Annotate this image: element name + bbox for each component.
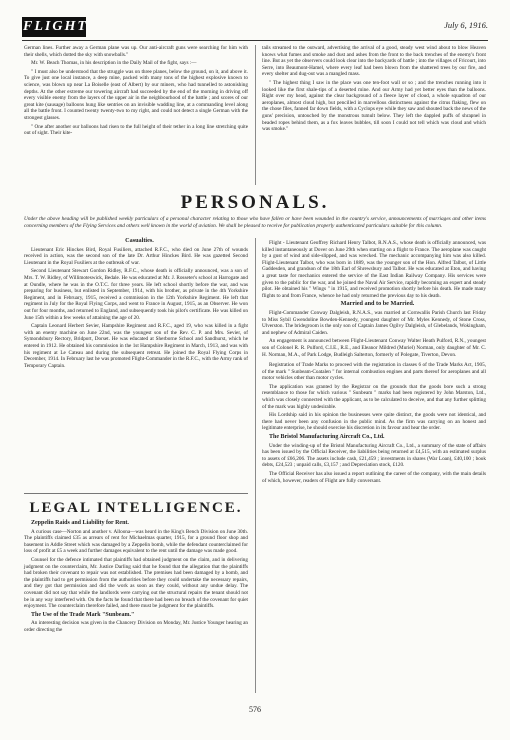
paragraph: Captain Leonard Herbert Sevier, Hampshire Regiment and R.F.C., aged 19, who was killed in a fight with an enemy machine on June 22nd, was the youngest son of the Rev. C. P. and Mrs. Sevier, of Symondsbury Rectory, Bridport, Dorset. He was educated at Sherborne School and Sandhurst, which he entered in 1912. He obtained his commission in the 1st Hampshire Regiment in March, 1913, and was with his regiment at Le Cateau and during the subsequent retreat. He joined the Royal Flying Corps in December, 1914. In February last he was promoted Flight-Commander in the R.F.C., with the Army rank of Temporary Captain. xyxy=(24,323,248,369)
legal-column xyxy=(24,520,248,636)
top-right-column xyxy=(262,45,486,135)
page-number: 576 xyxy=(249,705,261,714)
bristol-heading: The Bristol Manufacturing Aircraft Co., Ltd. xyxy=(269,434,385,441)
column-divider xyxy=(255,238,256,693)
paragraph: Under the winding-up of the Bristol Manufacturing Aircraft Co., Ltd., a summary of the state of affairs has been issued by the Official Receiver, the liabilities being returned at £4,515, with an estimated surplus to assets of £66,206. The assets include cash, £21,459 ; investments in shares (War Loan), £40,100 ; book debts, £24,523 ; unpaid calls, £3,157 ; and Depreciation stock, £120. xyxy=(262,442,486,469)
legal-heading: LEGAL INTELLIGENCE. xyxy=(29,500,243,516)
paragraph: Flight-Commander Conway Dalgleish, R.N.A.S., was married at Cornwallis Parish Church last Friday to Miss Sybil Gwendoline Bowden-Kennedy, youngest daughter of Mr. Myles Kennedy, of Stone Cross, Ulverston. The bridegroom is the only son of Captain James Ogilvy Dalgleish, of Glebelands, Wokingham, and nephew of Admiral Caiden. xyxy=(262,309,486,336)
personals-right-column xyxy=(262,240,486,486)
paragraph: Registration of Trade Marks to proceed with the registration in classes 6 of the Trade Marks Act, 1905, of the mark " Sunbeam-Coatalen " for internal combustion engines and parts thereof for aeroplanes and all motor vehicles other than motor cycles. xyxy=(262,362,486,382)
paragraph: " The highest thing I saw in the place was one ten-foot wall or so ; and the trenches running into it looked like the first shale-tips of a deserted mine. And our Army had yet better eyes than the balloons. Right over my head, against the clear background of a fleece layer of cloud, a whole squadron of our aeroplanes, almost cloud high, but pencilled in marvellous distinctness against the citrus flaking, flew on the chose files, fanned far down fields, with a Cyclops eye while they saw and shouted back the news of the guns' precision, untouched by the monstrous tumult below. They left the dappled puffs of shrapnel in beaded ropes behind them, as a fox leaves bubbles, till soon I could not tell which was cloud and which was smoke." xyxy=(262,79,486,133)
masthead xyxy=(22,17,488,37)
legal-rule xyxy=(24,493,248,494)
personals-left-column xyxy=(24,238,248,371)
paragraph: The application was granted by the Registrar on the grounds that the goods bore such a strong resemblance to those for which various " Sunbeam " marks had been registered by John Marston, Ltd., which was closely connected with the applicant, as to be calculated to deceive, and that any further splitting of the mark was highly undesirable. xyxy=(262,383,486,410)
zeppelin-heading: Zeppelin Raids and Liability for Rent. xyxy=(31,520,129,526)
paragraph: " One after another our balloons had risen to the full height of their tether in a long line stretching quite out of sight. Their kite- xyxy=(24,123,248,137)
masthead-rule xyxy=(22,40,488,41)
paragraph: Mr. W. Beach Thomas, in his description in the Daily Mail of the fight, says :— xyxy=(31,60,197,67)
paragraph: A curious case—Norton and another v. Alloona—was heard in the King's Bench Division on June 30th. The plaintiffs claimed £35 as arrears of rent for Michaelmas quarter, 1915, for a ground floor shop and basement in Addle Street which was damaged by a Zeppelin bomb, while the defendant counterclaimed for loss of profit at £5 a week and further damages equivalent to the rent until the damage was made good. xyxy=(24,528,248,555)
sunbeam-heading: The Use of the Trade Mark "Sunbeam." xyxy=(31,611,135,618)
top-left-column xyxy=(24,45,248,139)
column-divider xyxy=(255,45,256,185)
personals-heading: PERSONALS. xyxy=(180,192,330,213)
flight-logo: FLIGHT xyxy=(22,17,86,37)
paragraph: Lieutenant Eric Hinckes Bird, Royal Fusiliers, attached R.F.C., who died on June 27th of wounds received in action, was the second son of the late Dr. Arthur Hinckes Bird. He was gazetted Second Lieutenant in the Royal Fusiliers at the outbreak of war. xyxy=(24,246,248,266)
paragraph: tails streamed to the outward, advertising the arrival of a good, steady west wind about to blow Heaven knows what fumes and smoke and dust and ashes from the front to the back trenches of the enemy's front line. But as yet the observers could look clear into the backyards of battle ; into the villages of Fricourt, into Serre, into Beaumont-Hamel, where every leaf had been blown from the shattered trees by our fire, and every shelter and dug-out was a mangled mass. xyxy=(262,45,486,78)
paragraph: An interesting decision was given in the Chancery Division on Monday, Mr. Justice Younger hearing an order directing the xyxy=(24,620,248,633)
paragraph: German lines. Further away a German plane was up. Our anti-aircraft guns were searching for him with their shells, which dotted the sky with snowballs." xyxy=(24,45,248,58)
paragraph: Flight - Lieutenant Geoffrey Richard Henry Talbot, R.N.A.S., whose death is officially announced, was killed instantaneously at Dover on June 29th when starting on a flight to France. The aeroplane was caught by a gust of wind and side-slipped, and was wrecked. The mechanic accompanying him was also killed. Flight-Lieutenant Talbot, who was born in 1889, was the younger son of the Hon. Alfred Talbot, of Little Gaddesden, and grandson of the 18th Earl of Shrewsbury and Talbot. He was educated at Eton, and having a great taste for mechanics entered the service of the East Indian Railway Company. His services were given to the public for the war, and he joined the Naval Air Service, rapidly becoming an expert and steady pilot. He obtained his " Wings " in 1915, and received promotion shortly before his death. He made many flights to and from France, whence he had only returned the previous day to his death. xyxy=(262,240,486,299)
issue-date: July 6, 1916. xyxy=(444,20,488,30)
paragraph: " I must also be understood that the struggle was on three planes, below the ground, on it, and above it. To give just one local instance, a deep mine, packed with many tons of the highest explosive known to science, was blown up near La Boiselle (east of Albert) by our miners, who had tunnelled to astonishing depths. At the other extreme our towering aircraft had succeeded by the end of the morning in driving off every visible enemy from the layers of the upper air in the neighbourhood of the battle ; and scores of our great kite (sausage) balloons hung like sentries on an invisible wadding line, at a commanding level along all the battle front. I counted twenty twenty-two to my right, and could not detect a single German with the strongest glasses. xyxy=(24,68,248,121)
paragraph: Second Lieutenant Stewart Gordon Ridley, R.F.C., whose death is officially announced, was a son of Mrs. T. W. Ridley, of Willimoteswick, Bedale. He was educated at Mr. J. Rosseter's school at Harrogate and at Oundle, where he was in the O.T.C. for three years. He left school shortly before the war, and was preparing for business, but enlisted in September, 1914, with his brother, as private in the 4th Yorkshire Regiment, and in February, 1915, received a commission in the 12th Yorkshire Regiment. He left that regiment in July for the Royal Flying Corps, and went to France in August, 1915, as an Observer. He won out for four months, and returned to England, and subsequently took his pilot's certificate. He was killed on June 15th within a few weeks of attaining the age of 20. xyxy=(24,268,248,321)
married-heading: Married and to be Married. xyxy=(340,300,415,308)
paragraph: Counsel for the defence intimated that plaintiffs had obtained judgment on the claim, and in delivering judgment on the counterclaim, Mr. Justice Darling said that he found that the allegation that the plaintiffs had broken their covenant to repair was not established. The premises had been damaged by a bomb, and the plaintiffs had to get permission from the authorities before they could undertake the necessary repairs, and they got that permission and did the work as soon as they could, without any undue delay. The covenant did not say that while the landlords were carrying out the structural repairs the tenant should not be in any way interfered with. On the facts he found that there had been no breach of the covenant for quiet enjoyment. The counterclaim therefore failed, and there must be judgment for the plaintiffs. xyxy=(24,556,248,610)
paragraph: His Lordship said in his opinion the businesses were quite distinct, the goods were not identical, and there had never been any confusion in the public mind. As the firm was carrying on an honest and legitimate enterprise, he should exercise his discretion in its favour and hear the order. xyxy=(262,412,486,432)
paragraph: An engagement is announced between Flight-Lieutenant Conway Walter Heath Pulford, R.N., youngest son of Colonel R. R. Pulford, C.I.E., R.E., and Eleanor Mildred (Muriel) Norman, only daughter of Mr. C. H. Norman, M.A., of Park Lodge, Budleigh Salterton, formerly of Polegate, Tiverton, Devon. xyxy=(262,338,486,358)
personals-intro: Under the above heading will be published weekly particulars of a personal character relating to those who have fallen or have been wounded in the country's service, announcements of marriages and other items concerning members of the Flying Services and others well known in the world of aviation. We shall be pleased to receive for publication properly authenticated particulars suitable for this column. xyxy=(24,216,486,229)
paragraph: The Official Receiver has also issued a report outlining the career of the company, with the main details of which, however, readers of Flight are fully conversant. xyxy=(262,471,486,484)
casualties-heading: Casualties. xyxy=(125,237,154,244)
